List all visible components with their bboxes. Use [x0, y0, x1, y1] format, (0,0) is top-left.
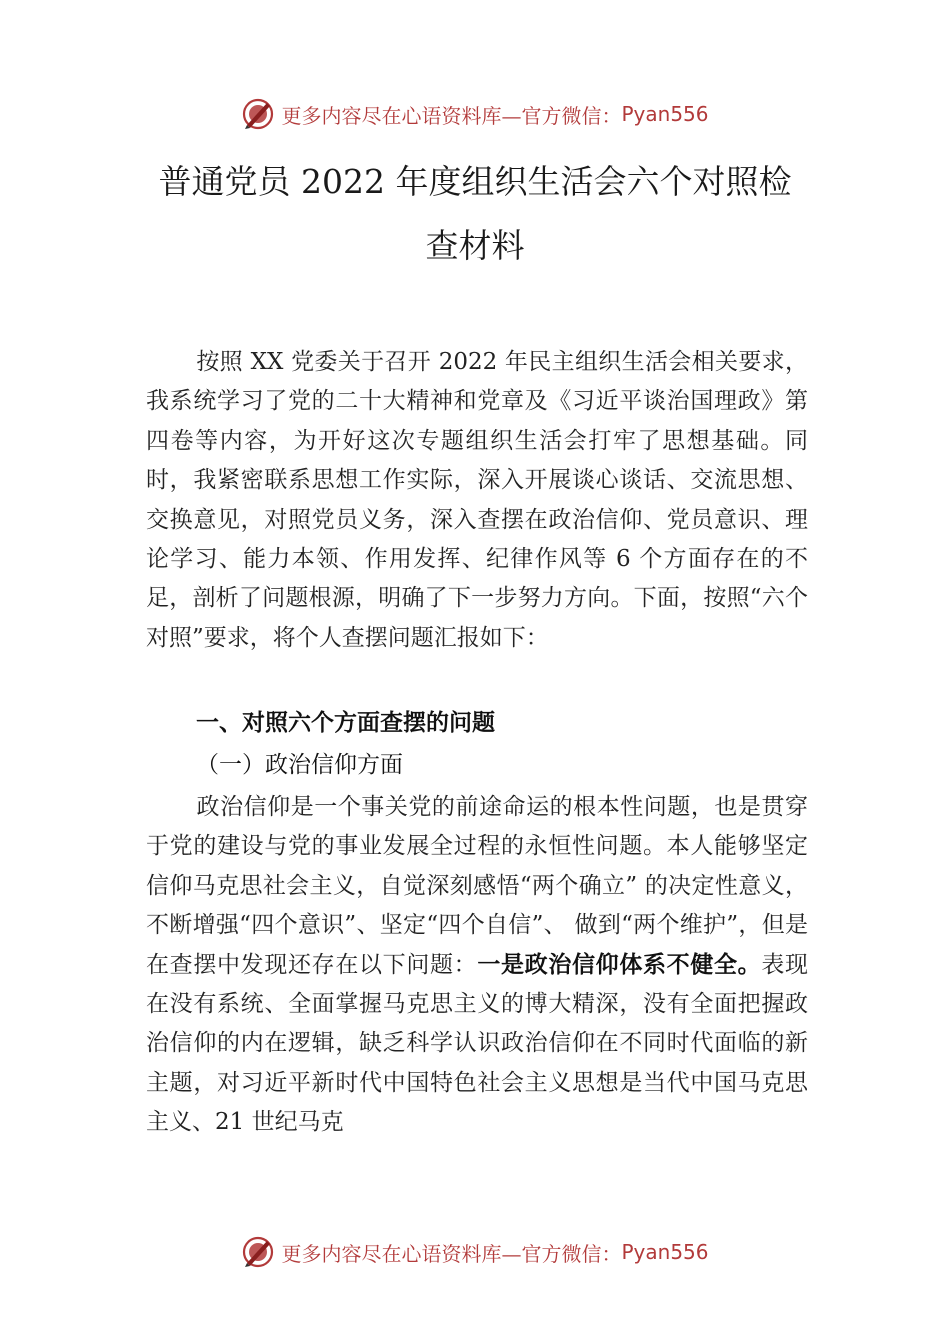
problem-one-bold: 一是政治信仰体系不健全。: [477, 951, 762, 978]
intro-text: 按照 XX 党委关于召开 2022 年民主组织生活会相关要求，我系统学习了党的二十大精神和党章及《习近平谈治国理政》第四卷等内容，为开好这次专题组织生活会打牢了思想基础。同时，我紧密联系思想工作实际，深入开展谈心谈话、交流思想、交换意见，对照党员义务，深入查摆在政治信仰、党员意识、理论学习、能力本领、作用发挥、纪律作风等 6 个方面存在的不足，剖析了问题根源，明确了下一步努力方向。下面，按照“六个对照”要求，将个人查摆问题汇报如下：: [146, 349, 808, 651]
pen-logo-icon: [241, 1235, 275, 1269]
document-title-line2: 查材料: [425, 226, 525, 265]
wechat-id: Pyan556: [621, 1240, 709, 1264]
section-heading: 一、对照六个方面查摆的问题: [196, 710, 495, 736]
subsection-heading: （一）政治信仰方面: [196, 752, 403, 778]
wechat-id: Pyan556: [621, 102, 709, 126]
header-banner: [0, 94, 950, 134]
paragraph-text-end: 表现在没有系统、全面掌握马克思主义的博大精深，没有全面把握政治信仰的内在逻辑，缺乏科学认识政治信仰在不同时代面临的新主题，对习近平新时代中国特色社会主义思想是当代中国马克思主义、21 世纪马克: [146, 951, 809, 1136]
political-belief-paragraph: [146, 788, 808, 1143]
footer-banner: [0, 1232, 950, 1272]
banner-text: 更多内容尽在心语资料库—官方微信：: [281, 103, 622, 128]
intro-paragraph: [146, 343, 808, 658]
pen-logo-icon: [241, 97, 275, 131]
banner-text: 更多内容尽在心语资料库—官方微信：: [281, 1241, 622, 1266]
document-title-line1: 普通党员 2022 年度组织生活会六个对照检: [158, 162, 792, 201]
paragraph-text-start: 政治信仰是一个事关党的前途命运的根本性问题，也是贯穿于党的建设与党的事业发展全过程的永恒性问题。本人能够坚定信仰马克思社会主义，自觉深刻感悟“两个确立” 的决定性意义，不断增强“四个意识”、坚定“四个自信”、 做到“两个维护”，但是在查摆中发现还存在以下问题：: [146, 794, 808, 978]
